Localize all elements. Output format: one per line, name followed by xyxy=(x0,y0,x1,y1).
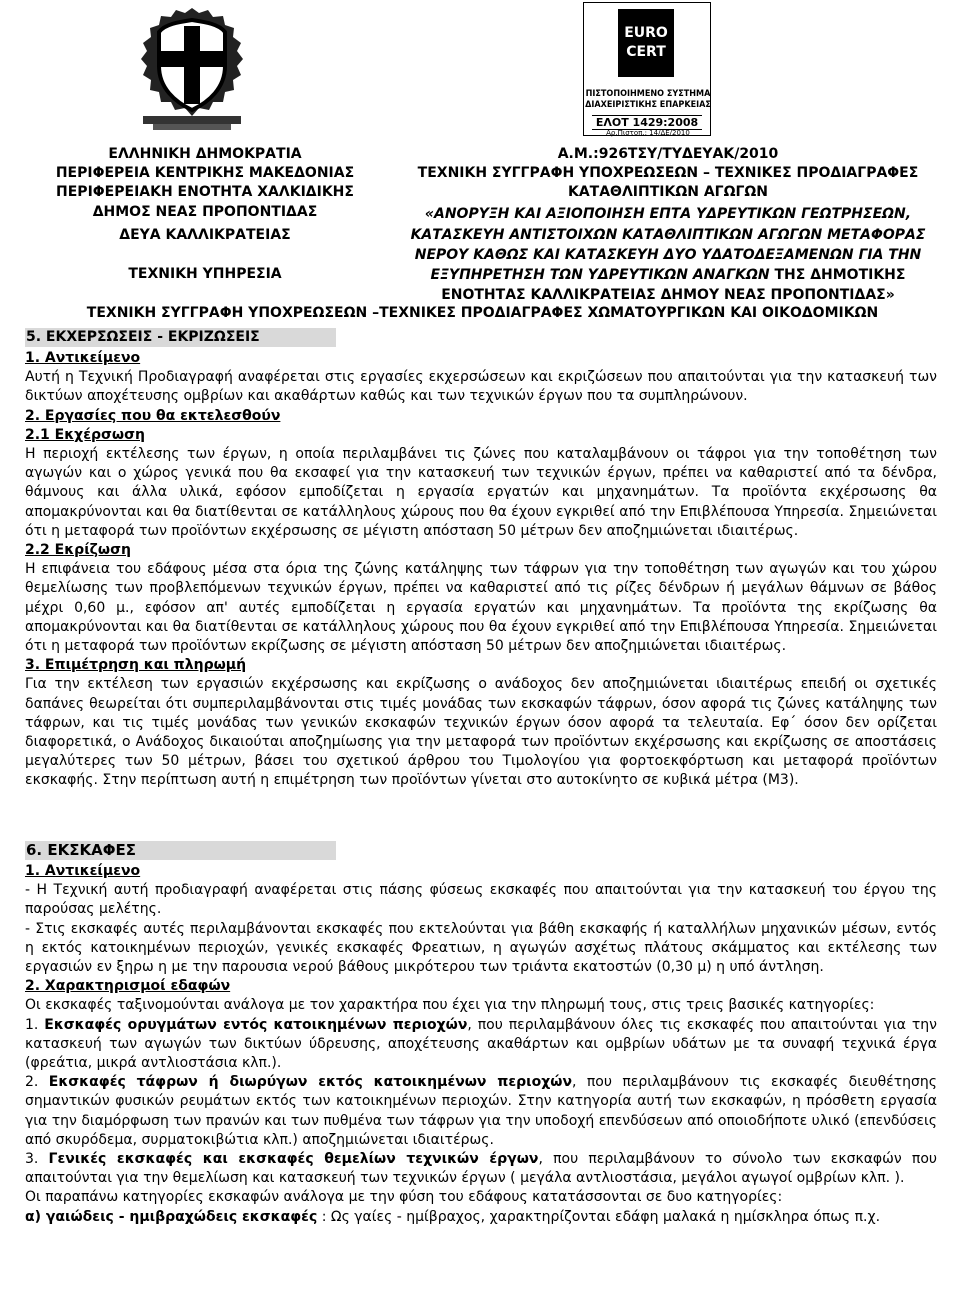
header-right-line: «ΑΝΟΡΥΞΗ ΚΑΙ ΑΞΙΟΠΟΙΗΣΗ ΕΠΤΑ ΥΔΡΕΥΤΙΚΩΝ ΓΕΩΤΡΗΣΕΩΝ, xyxy=(424,206,912,222)
header-left-line: ΔΗΜΟΣ ΝΕΑΣ ΠΡΟΠΟΝΤΙΔΑΣ xyxy=(92,204,318,220)
header-right-line: ΚΑΤΑΣΚΕΥΗ ΑΝΤΙΣΤΟΙΧΩΝ ΚΑΤΑΘΛΙΠΤΙΚΩΝ ΑΓΩΓΩΝ ΜΕΤΑΦΟΡΑΣ xyxy=(410,227,926,243)
section-6-body xyxy=(25,862,937,1227)
document-banner: ΤΕΧΝΙΚΗ ΣΥΓΓΡΑΦΗ ΥΠΟΧΡΕΩΣΕΩΝ –ΤΕΧΝΙΚΕΣ ΠΡΟΔΙΑΓΡΑΦΕΣ ΧΩΜΑΤΟΥΡΓΙΚΩΝ ΚΑΙ ΟΙΚΟΔΟΜΙΚΩΝ xyxy=(86,305,879,321)
header-left-line: ΠΕΡΙΦΕΡΕΙΑ ΚΕΝΤΡΙΚΗΣ ΜΑΚΕΔΟΝΙΑΣ xyxy=(55,165,355,181)
section-5-body xyxy=(25,349,937,791)
header-left-line: ΤΕΧΝΙΚΗ ΥΠΗΡΕΣΙΑ xyxy=(128,266,282,282)
header-right-line: ΕΞΥΠΗΡΕΤΗΣΗ ΤΩΝ ΥΔΡΕΥΤΙΚΩΝ ΑΝΑΓΚΩΝ ΤΗΣ ΔΗΜΟΤΙΚΗΣ xyxy=(430,267,906,283)
certificate-line-2: ΔΙΑΧΕΙΡΙΣΤΙΚΗΣ ΕΠΑΡΚΕΙΑΣ xyxy=(585,100,711,110)
certificate-line-1: ΠΙΣΤΟΠΟΙΗΜΕΝΟ ΣΥΣΤΗΜΑ xyxy=(585,89,711,99)
subheading: 1. Αντικείμενο xyxy=(25,350,141,366)
category-1: 1. Εκσκαφές ορυγμάτων εντός κατοικημένων περιοχών, που περιλαμβάνουν όλες τις εκσκαφές που απαιτούνται για την κατασκευή των αγωγών των δικτύων ύδρευσης, αποχέτευσης ακαθάρτων και ομβρίων υδάτων με τα συναφή τεχνικά έργα (φρεάτια, μικρά αντλιοστάσια κλπ.). xyxy=(25,1016,938,1072)
category-2: 2. Εκσκαφές τάφρων ή διωρύγων εκτός κατοικημένων περιοχών, που περιλαμβάνουν τις εκσκαφές διευθέτησης σημαντικών φυσικών ρευμάτων εκτός των κατοικημένων περιοχών. Στην κατηγορία αυτή των εκσκαφών, η πρόσθετη εργασία για την διαμόρφωση των πρανών και των πυθμένα των τάφρων για την υποδοχή επενδύσεων από οποιοδήποτε υλικό (επενδύσεις από σκυρόδεμα, συρματοκιβώτια κλπ.) αποζημιώνεται ιδιαιτέρως. xyxy=(25,1074,938,1148)
subheading: 1. Αντικείμενο xyxy=(25,863,141,879)
greek-coat-of-arms-icon xyxy=(133,4,251,138)
paragraph: Οι παραπάνω κατηγορίες εκσκαφών ανάλογα με την φύση του εδάφους κατατάσσονται σε δυο κατηγορίες: xyxy=(25,1189,783,1206)
subheading: 2. Εργασίες που θα εκτελεσθούν xyxy=(25,407,281,424)
header-left-line: ΔΕΥΑ ΚΑΛΛΙΚΡΑΤΕΙΑΣ xyxy=(119,227,291,243)
document-reference: Α.Μ.:926ΤΣΥ/ΤΥΔΕΥΑΚ/2010 xyxy=(557,146,779,162)
subheading: 2.2 Εκρίζωση xyxy=(25,542,131,559)
header-right-line: ΝΕΡΟΥ ΚΑΘΩΣ ΚΑΙ ΚΑΤΑΣΚΕΥΗ ΔΥΟ ΥΔΑΤΟΔΕΞΑΜΕΝΩΝ ΓΙΑ ΤΗΝ xyxy=(414,247,922,263)
paragraph: Η επιφάνεια του εδάφους μέσα στα όρια της ζώνης κατάληψης των τάφρων για την τοποθέτηση των αγωγών και του χώρου θεμελίωσης των προβλεπόμενων τεχνικών έργων, πρέπει να καθαριστεί από τις ρίζες δένδρων ή μεγάλων θάμνων σε βάθος μέχρι 0,60 μ., εφόσον απ' αυτές εμποδίζεται η εργασία εργατών και μηχανημάτων. Τα προϊόντα της εκρίζωσης θα απομακρύνονται και θα διατίθενται σε κατάλληλους χώρους που θα έχουν εγκριθεί από την Επιβλέπουσα Υπηρεσία. Σημειώνεται ότι η μεταφορά των προϊόντων εκρίζωσης σε μέγιστη απόσταση 50 μέτρων δεν αποζημιώνεται ιδιαιτέρως. xyxy=(25,561,937,655)
header-left-line: ΕΛΛΗΝΙΚΗ ΔΗΜΟΚΡΑΤΙΑ xyxy=(108,146,302,162)
subheading: 3. Επιμέτρηση και πληρωμή xyxy=(25,657,247,674)
header-right-line: ΕΝΟΤΗΤΑΣ ΚΑΛΛΙΚΡΑΤΕΙΑΣ ΔΗΜΟΥ ΝΕΑΣ ΠΡΟΠΟΝΤΙΔΑΣ» xyxy=(441,287,895,303)
category-3: 3. Γενικές εκσκαφές και εκσκαφές θεμελίων τεχνικών έργων, που περιλαμβάνουν το σύνολο των εκσκαφών που απαιτούνται για την θεμελίωση και κατασκευή των τεχνικών έργων ( μεγάλα αντλιοστάσια, μεγάλοι αγωγοί ομβρίων κλπ. ). xyxy=(25,1151,937,1187)
paragraph: Οι εκσκαφές ταξινομούνται ανάλογα με τον χαρακτήρα που έχει για την πληρωμή τους, στις τρεις βασικές κατηγορίες: xyxy=(25,997,875,1014)
subheading: 2.1 Εκχέρσωση xyxy=(25,426,145,443)
quality-certificate-badge xyxy=(583,2,711,136)
header-right-line: ΤΕΧΝΙΚΗ ΣΥΓΓΡΑΦΗ ΥΠΟΧΡΕΩΣΕΩΝ – ΤΕΧΝΙΚΕΣ ΠΡΟΔΙΑΓΡΑΦΕΣ xyxy=(417,165,919,181)
paragraph: Για την εκτέλεση των εργασιών εκχέρσωσης και εκρίζωσης ο ανάδοχος δεν αποζημιώνεται ιδιαιτέρως επειδή οι σχετικές δαπάνες θεωρείται ότι συμπεριλαμβάνονται στις τιμές μονάδας των εκσκαφών τάφρων, όσον αφορά τις ζώνες κατάληψης των τάφρων, και τις τιμές μονάδας των γενικών εκσκαφών τεχνικών έργων όσον αφορά τα τελευταία. Εφ΄ όσον δεν ορίζεται διαφορετικά, ο Ανάδοχος δικαιούται αποζημίωσης για την μεταφορά των προϊόντων εκχέρσωσης και εκρίζωσης σε αποστάσεις μεγαλύτερες των 50 μέτρων, βάσει του σχετικού άρθρου του Τιμολογίου για φορτοεκφόρτωση και μεταφορά προϊόντων εκσκαφής. Στην περίπτωση αυτή η επιμέτρηση των προϊόντων γίνεται στο αυτοκίνητο σε κυβικά μέτρα (Μ3). xyxy=(25,676,937,789)
certificate-number: Αρ.Πιστοπ.: 14/ΔΕ/2010 xyxy=(606,129,690,137)
paragraph: - Στις εκσκαφές αυτές περιλαμβάνονται εκσκαφές που εκτελούνται για βάθη εκσκαφής ή καταλλήλων μηχανικών μέσων, εντός η εκτός κατοικημένων περιοχών, γενικές εκσκαφές Φρεατιων, η αγωγών ασχέτως πλάτους σκάμματος και εκτέλεσης των εργασιών εν ξηρω η με την παρουσια νερού βάθους μικρότερου των τριάντα εκατοστών (0,30 μ) η υπό άντληση. xyxy=(25,920,937,976)
header-right-line: ΚΑΤΑΘΛΙΠΤΙΚΩΝ ΑΓΩΓΩΝ xyxy=(567,184,769,200)
header-left-line: ΠΕΡΙΦΕΡΕΙΑΚΗ ΕΝΟΤΗΤΑ ΧΑΛΚΙΔΙΚΗΣ xyxy=(56,184,354,200)
paragraph: Η περιοχή εκτέλεσης των έργων, η οποία περιλαμβάνει τις ζώνες που καταλαμβάνουν οι τάφροι για την τοποθέτηση των αγωγών και ο χώρος γενικά που θα εκσαφεί για την κατασκευή των τεχνικών έργων, πρέπει να καθαριστεί από τα δένδρα, θάμνους και άλλα υλικά, εφόσον εμποδίζεται η εργασία εργατών και μηχανημάτων. Τα προϊόντα εκχέρσωσης θα απομακρύνονται και θα διατίθενται σε κατάλληλους χώρους που θα έχουν εγκριθεί από την Επιβλέπουσα Υπηρεσία. Σημειώνεται ότι η μεταφορά των προϊόντων εκχέρσωσης σε μέγιστη απόσταση 50 μέτρων δεν αποζημιώνεται ιδιαιτέρως. xyxy=(25,446,937,539)
certificate-standard: ΕΛΟΤ 1429:2008 xyxy=(592,115,702,130)
subheading: 2. Χαρακτηρισμοί εδαφών xyxy=(25,978,231,995)
section-5-heading: 5. ΕΚΧΕΡΣΩΣΕΙΣ - ΕΚΡΙΖΩΣΕΙΣ xyxy=(25,328,336,347)
section-6-heading: 6. ΕΚΣΚΑΦΕΣ xyxy=(25,841,336,860)
soil-category-a: α) γαιώδεις - ημιβραχώδεις εκσκαφές : Ως γαίες - ημίβραχος, χαρακτηρίζονται εδάφη μαλακά η ημίσκληρα όπως π.χ. xyxy=(25,1208,881,1225)
eurocert-logo: EURO CERT xyxy=(618,9,674,77)
paragraph: Αυτή η Τεχνική Προδιαγραφή αναφέρεται στις εργασίες εκχερσώσεων και εκριζώσεων που απαιτούνται για την κατασκευή των δικτύων αποχέτευσης ομβρίων και ακαθάρτων καθώς και των τεχνικών έργων που τα συμπληρώνουν. xyxy=(25,369,937,405)
paragraph: - Η Τεχνική αυτή προδιαγραφή αναφέρεται στις πάσης φύσεως εκσκαφές που απαιτούνται για την κατασκευή του έργου της παρούσας μελέτης. xyxy=(25,882,937,918)
